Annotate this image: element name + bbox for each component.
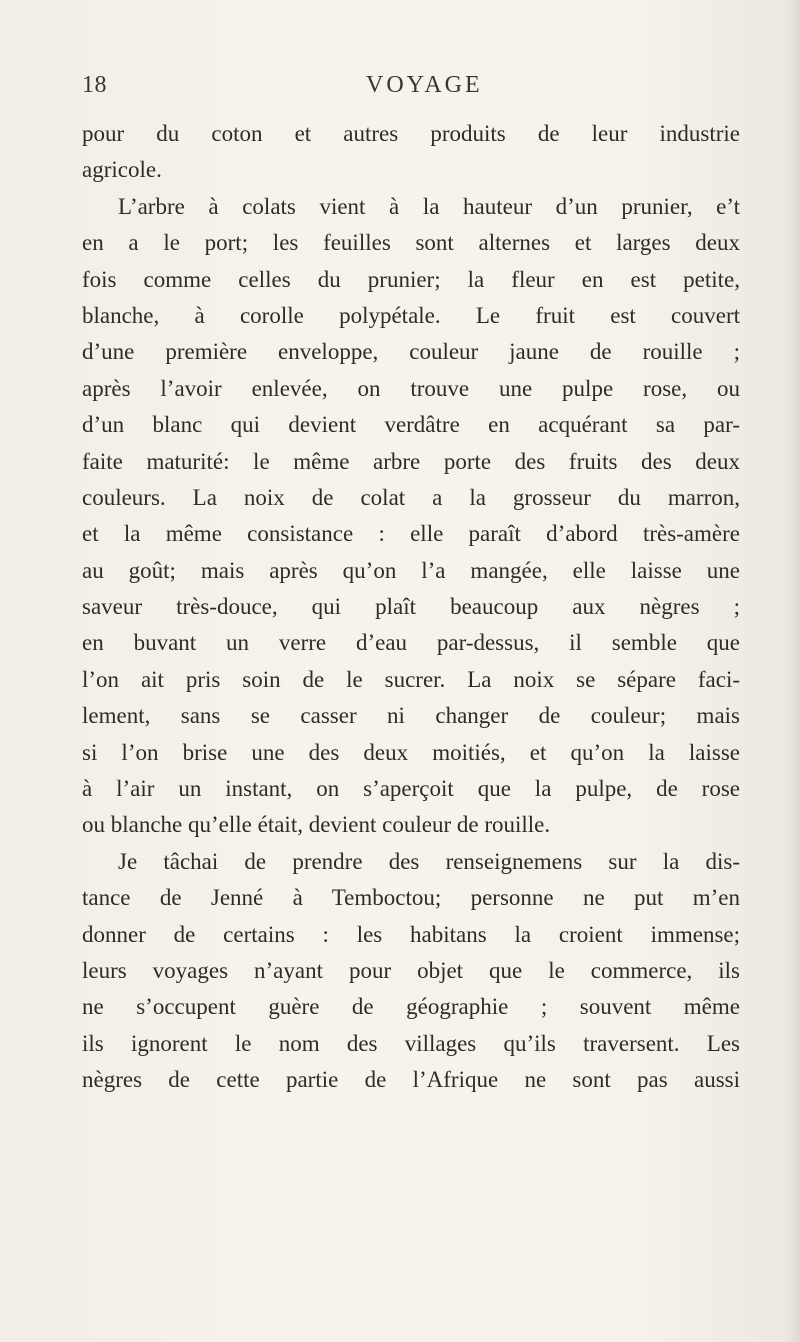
text-line: saveur très-douce, qui plaît beaucoup aux nègres ;	[82, 594, 740, 620]
text-line: si l’on brise une des deux moitiés, et qu’on la laisse	[82, 739, 740, 765]
text-line: L’arbre à colats vient à la hauteur d’un prunier, e’t	[118, 193, 740, 219]
text-line: lement, sans se casser ni changer de couleur; mais	[82, 703, 740, 729]
text-line: après l’avoir enlevée, on trouve une pulpe rose, ou	[82, 375, 740, 401]
page-number: 18	[82, 72, 107, 98]
text-line: couleurs. La noix de colat a la grosseur du marron,	[82, 484, 740, 510]
text-line: pour du coton et autres produits de leur industrie	[82, 121, 740, 146]
text-line: tance de Jenné à Temboctou; personne ne put m’en	[82, 885, 740, 911]
text-line: à l’air un instant, on s’aperçoit que la pulpe, de rose	[82, 776, 740, 802]
text-line: l’on ait pris soin de le sucrer. La noix se sépare faci-	[82, 666, 740, 692]
text-line: agricole.	[82, 157, 162, 183]
text-line: ne s’occupent guère de géographie ; souvent même	[82, 994, 740, 1020]
page-edge-shadow	[786, 0, 800, 1342]
page-header	[82, 72, 742, 112]
text-line: fois comme celles du prunier; la fleur en est petite,	[82, 266, 740, 292]
text-line: blanche, à corolle polypétale. Le fruit est couvert	[82, 302, 740, 328]
text-line: en buvant un verre d’eau par-dessus, il semble que	[82, 630, 740, 656]
text-line: en a le port; les feuilles sont alternes et larges deux	[82, 230, 740, 256]
text-line: Je tâchai de prendre des renseignemens sur la dis-	[118, 848, 740, 874]
body-text	[82, 116, 740, 1099]
text-line: d’une première enveloppe, couleur jaune de rouille ;	[82, 339, 740, 365]
text-line: ils ignorent le nom des villages qu’ils traversent. Les	[82, 1030, 740, 1056]
text-line: d’un blanc qui devient verdâtre en acquérant sa par-	[82, 412, 740, 438]
text-line: faite maturité: le même arbre porte des fruits des deux	[82, 448, 740, 474]
text-line: et la même consistance : elle paraît d’abord très-amère	[82, 521, 740, 547]
text-line: donner de certains : les habitans la croient immense;	[82, 921, 740, 947]
text-line: leurs voyages n’ayant pour objet que le commerce, ils	[82, 957, 740, 983]
text-line: ou blanche qu’elle était, devient couleur de rouille.	[82, 812, 551, 838]
text-line: nègres de cette partie de l’Afrique ne sont pas aussi	[82, 1067, 740, 1093]
running-head: VOYAGE	[366, 72, 483, 98]
text-line: au goût; mais après qu’on l’a mangée, elle laisse une	[82, 557, 740, 583]
